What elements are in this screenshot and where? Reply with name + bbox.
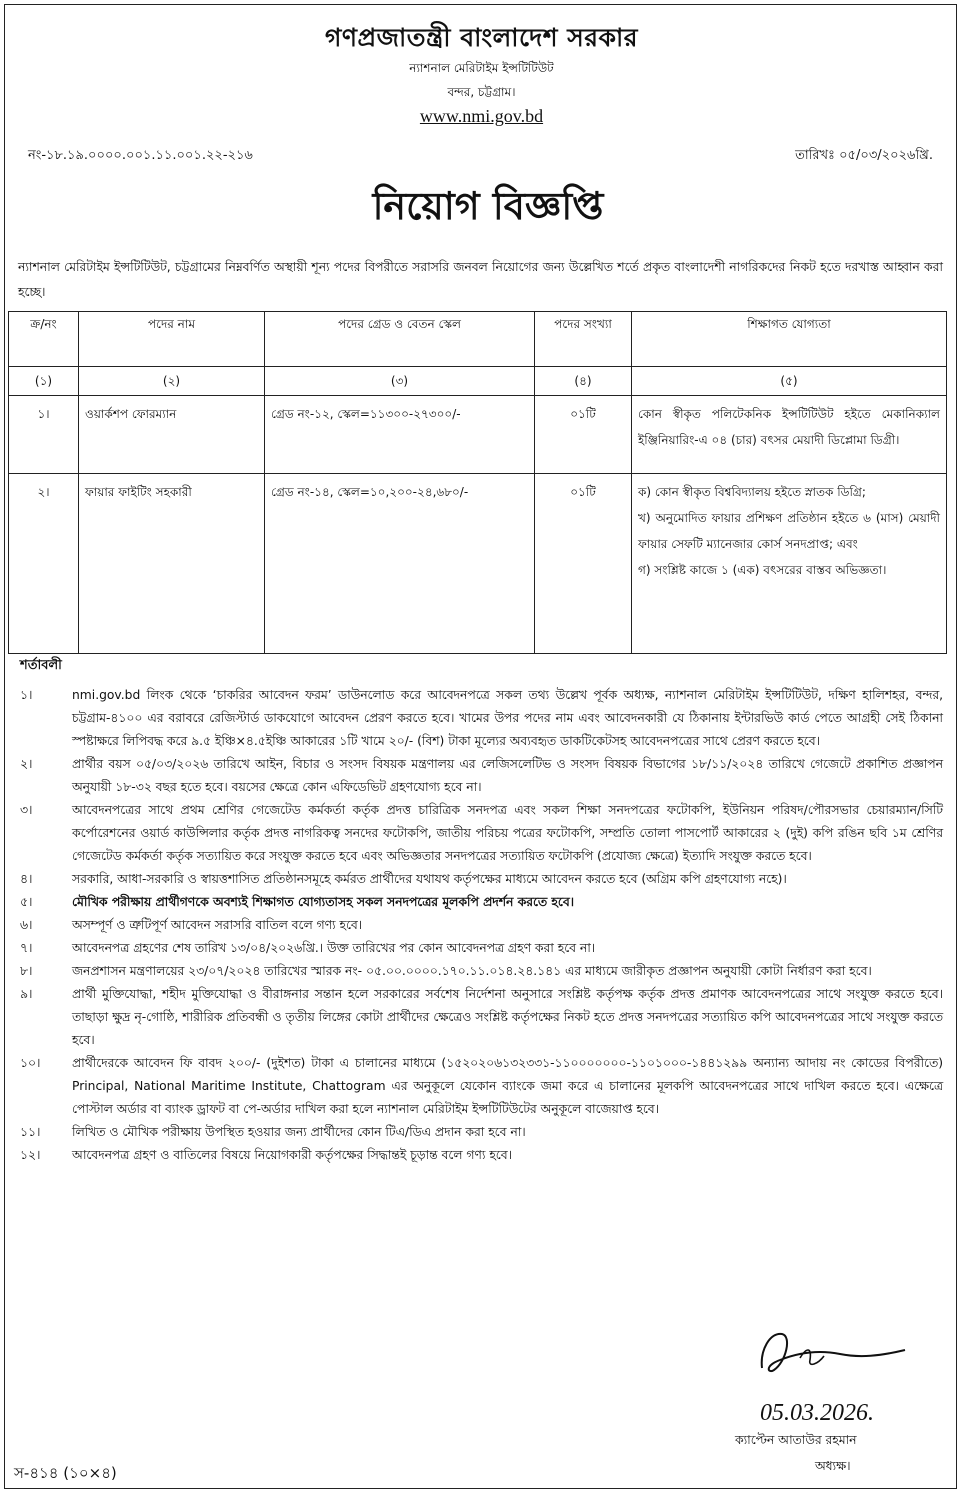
issue-date: তারিখঃ ০৫/০৩/২০২৬খ্রি. [795,148,933,163]
col-number: (২) [79,367,265,396]
row-post-count: ০১টি [535,474,632,654]
qualification-item: ক) কোন স্বীকৃত বিশ্ববিদ্যালয় হইতে স্নাতক ডিগ্রি; [638,485,866,499]
term-number: ৪। [20,872,33,886]
memo-number: নং-১৮.১৯.০০০০.০০১.১১.০০১.২২-২১৬ [28,148,253,163]
term-text: আবেদনপত্রের সাথে প্রথম শ্রেণির গেজেটেড কর্মকর্তা কর্তৃক প্রদত্ত চারিত্রিক সনদপত্র এবং সকল শিক্ষা সনদপত্রের ফটোকপি, ইউনিয়ন পরিষদ/পৌরসভার চেয়ারম্যান/সিটি কর্পোরেশনের ওয়ার্ড কাউন্সিলার কর্তৃক প্রদত্ত নাগরিকত্ব সনদের ফটোকপি, জাতীয় পরিচয় পত্রের ফটোকপি, সম্প্রতি তোলা পাসপোর্ট আকারের ২ (দুই) কপি রঙিন ছবি ১ম শ্রেণির গেজেটেড কর্মকর্তা কর্তৃক সত্যায়িত করে সংযুক্ত করতে হবে এবং অভিজ্ঞতার সনদপত্রের সত্যায়িত ফটোকপি (প্রযোজ্য ক্ষেত্রে) ইত্যাদি সংযুক্ত করতে হবে। [72,803,943,863]
row-grade-scale: গ্রেড নং-১৪, স্কেল=১০,২০০-২৪,৬৮০/- [265,474,535,654]
institute-address: বন্দর, চট্টগ্রাম। [447,85,516,99]
signer-designation: অধ্যক্ষ। [815,1459,851,1473]
table-row [9,396,947,474]
header-post-name: পদের নাম [79,312,265,367]
term-item [14,983,943,1052]
form-number: স-৪১৪ (১০×৪) [14,1464,117,1482]
term-item [14,1121,943,1144]
term-item [14,937,943,960]
col-number: (৪) [535,367,632,396]
qualification-item: গ) সংশ্লিষ্ট কাজে ১ (এক) বৎসরের বাস্তব অভিজ্ঞতা। [638,563,887,577]
website-link[interactable]: www.nmi.gov.bd [419,106,544,126]
vacancy-table [8,311,947,654]
header-post-count: পদের সংখ্যা [535,312,632,367]
term-text: আবেদনপত্র গ্রহণের শেষ তারিখ ১৩/০৪/২০২৬খ্রি.। উক্ত তারিখের পর কোন আবেদনপত্র গ্রহণ করা হবে না। [72,941,596,955]
term-item [14,799,943,868]
term-text: অসম্পূর্ণ ও ত্রুটিপূর্ণ আবেদন সরাসরি বাতিল বলে গণ্য হবে। [72,918,363,932]
term-number: ২। [20,757,33,771]
term-item [14,868,943,891]
term-text: জনপ্রশাসন মন্ত্রণালয়ের ২৩/০৭/২০২৪ তারিখের স্মারক নং- ০৫.০০.০০০০.১৭০.১১.০১৪.২৪.১৪১ এর মাধ্যমে জারীকৃত প্রজ্ঞাপন অনুযায়ী কোটা নির্ধারণ করা হবে। [72,964,872,978]
row-grade-scale: গ্রেড নং-১২, স্কেল=১১৩০০-২৭৩০০/- [265,396,535,474]
row-post-name: ফায়ার ফাইটিং সহকারী [79,474,265,654]
term-number: ১১। [20,1125,41,1139]
term-number: ৯। [20,987,33,1001]
intro-paragraph: ন্যাশনাল মেরিটাইম ইন্সটিটিউট, চট্টগ্রামের নিম্নবর্ণিত অস্থায়ী শূন্য পদের বিপরীতে সরাসরি জনবল নিয়োগের জন্য উল্লেখিত শর্তে প্রকৃত বাংলাদেশী নাগরিকদের নিকট হতে দরখাস্ত আহ্বান করা হচ্ছে। [18,260,943,299]
term-text: প্রার্থীদেরকে আবেদন ফি বাবদ ২০০/- (দুইশত) টাকা এ চালানের মাধ্যমে (১৫২০২০৬১৩২৩৩১-১১০০০০০০০-১১০১০০০-১৪৪১২৯৯ অন্যান্য আদায় নং কোডের বিপরীতে) Principal, National Maritime Institute, Chattogram এর অনুকূলে যেকোন ব্যাংকে জমা করে এ চালানের মূলকপি আবেদনপত্রের সাথে দাখিল করতে হবে। এক্ষেত্রে পোস্টাল অর্ডার বা ব্যাংক ড্রাফট বা পে-অর্ডার দাখিল করা হলে ন্যাশনাল মেরিটাইম ইন্সটিটিউটের অনুকূলে বাজেয়াপ্ত হবে। [72,1056,943,1116]
row-serial: ২। [9,474,79,654]
term-item [14,753,943,799]
term-item [14,914,943,937]
term-number: ৬। [20,918,33,932]
row-post-name: ওয়ার্কশপ ফোরম্যান [79,396,265,474]
table-header-row [9,312,947,367]
row-qualification [632,474,947,654]
term-text: প্রার্থীর বয়স ০৫/০৩/২০২৬ তারিখে আইন, বিচার ও সংসদ বিষয়ক মন্ত্রণালয় এর লেজিসলেটিভ ও সংসদ বিষয়ক বিভাগের ১৮/১১/২০২৪ তারিখে গেজেটে প্রকাশিত প্রজ্ঞাপন অনুযায়ী ১৮-৩২ বছর হতে হবে। বয়সের ক্ষেত্রে কোন এফিডেভিট গ্রহণযোগ্য হবে না। [72,757,943,794]
term-number: ৮। [20,964,33,978]
terms-heading: শর্তাবলী [20,658,62,673]
term-text: সরকারি, আধা-সরকারি ও স্বায়ত্তশাসিত প্রতিষ্ঠানসমূহে কর্মরত প্রার্থীদের যথাযথ কর্তৃপক্ষের মাধ্যমে আবেদন করতে হবে (অগ্রিম কপি গ্রহণযোগ্য নহে)। [72,872,787,886]
col-number: (৩) [265,367,535,396]
qualification-item: খ) অনুমোদিত ফায়ার প্রশিক্ষণ প্রতিষ্ঠান হইতে ৬ (মাস) মেয়াদী ফায়ার সেফটি ম্যানেজার কোর্স সনদপ্রাপ্ত; এবং [638,511,940,551]
header-serial: ক্র/নং [9,312,79,367]
col-number: (১) [9,367,79,396]
page-title: নিয়োগ বিজ্ঞপ্তি [372,184,604,228]
institute-name: ন্যাশনাল মেরিটাইম ইন্সটিটিউট [409,61,554,75]
signature-date: 05.03.2026. [760,1400,874,1426]
term-item [14,960,943,983]
term-item [14,1052,943,1121]
term-text: লিখিত ও মৌখিক পরীক্ষায় উপস্থিত হওয়ার জন্য প্রার্থীদের কোন টিএ/ডিএ প্রদান করা হবে না। [72,1125,526,1139]
term-number: ১। [20,688,33,702]
row-serial: ১। [9,396,79,474]
header-grade-scale: পদের গ্রেড ও বেতন স্কেল [265,312,535,367]
term-item [14,891,943,914]
term-number: ৭। [20,941,33,955]
terms-list [14,684,943,1167]
term-item [14,684,943,753]
term-number: ১২। [20,1148,41,1162]
table-row [9,474,947,654]
term-number: ১০। [20,1056,41,1070]
term-item [14,1144,943,1167]
government-heading: গণপ্রজাতন্ত্রী বাংলাদেশ সরকার [325,23,638,52]
col-number: (৫) [632,367,947,396]
term-text: আবেদনপত্র গ্রহণ ও বাতিলের বিষয়ে নিয়োগকারী কর্তৃপক্ষের সিদ্ধান্তই চূড়ান্ত বলে গণ্য হবে। [72,1148,512,1162]
row-qualification [632,396,947,474]
term-text: প্রার্থী মুক্তিযোদ্ধা, শহীদ মুক্তিযোদ্ধা ও বীরাঙ্গনার সন্তান হলে সরকারের সর্বশেষ নির্দেশনা অনুসারে সংশ্লিষ্ট কর্তৃপক্ষ কর্তৃক প্রদত্ত প্রমাণক আবেদনপত্রের সাথে সংযুক্ত করতে হবে। তাছাড়া ক্ষুদ্র নৃ-গোষ্ঠি, শারীরিক প্রতিবন্ধী ও তৃতীয় লিঙ্গের কোটা প্রার্থীদের ক্ষেত্রেও সংশ্লিষ্ট কর্তৃপক্ষের নিকট হতে প্রদত্ত সনদপত্রের সত্যায়িত কপি আবেদনপত্রের সাথে সংযুক্ত করতে হবে। [72,987,943,1047]
signature-mark [740,1320,920,1400]
term-number: ৫। [20,895,33,909]
signer-name: ক্যাপ্টেন আতাউর রহমান [735,1433,857,1447]
term-text: মৌখিক পরীক্ষায় প্রার্থীগণকে অবশ্যই শিক্ষাগত যোগ্যতাসহ সকল সনদপত্রের মূলকপি প্রদর্শন করতে হবে। [72,895,575,909]
qualification-item: কোন স্বীকৃত পলিটেকনিক ইন্সটিটিউট হইতে মেকানিক্যাল ইঞ্জিনিয়ারিং-এ ০৪ (চার) বৎসর মেয়াদী ডিপ্লোমা ডিগ্রী। [638,407,940,447]
column-number-row [9,367,947,396]
row-post-count: ০১টি [535,396,632,474]
term-number: ৩। [20,803,33,817]
header-qualification: শিক্ষাগত যোগ্যতা [632,312,947,367]
term-text: nmi.gov.bd লিংক থেকে ‘চাকরির আবেদন ফরম’ ডাউনলোড করে আবেদনপত্রে সকল তথ্য উল্লেখ পূর্বক অধ্যক্ষ, ন্যাশনাল মেরিটাইম ইন্সটিটিউট, দক্ষিণ হালিশহর, বন্দর, চট্টগ্রাম-৪১০০ এর বরাবরে রেজিস্টার্ড ডাকযোগে আবেদন প্রেরণ করতে হবে। খামের উপর পদের নাম এবং আবেদনকারী যে ঠিকানায় ইন্টারভিউ কার্ড পেতে আগ্রহী সেই ঠিকানা স্পষ্টাক্ষরে লিপিবদ্ধ করে ৯.৫ ইঞ্চি×৪.৫ইঞ্চি আকারের ১টি খামে ২০/- (বিশ) টাকা মূল্যের অব্যবহৃত ডাকটিকেটসহ আবেদনপত্রের সাথে প্রেরণ করতে হবে। [72,688,943,748]
